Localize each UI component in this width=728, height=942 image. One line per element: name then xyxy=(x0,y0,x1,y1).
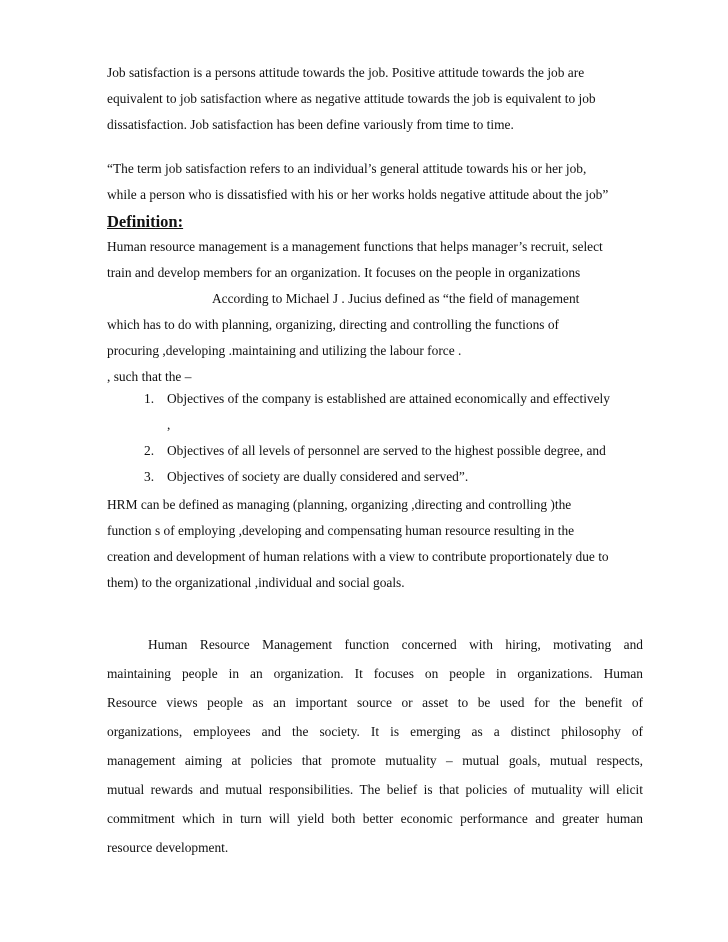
text-line: According to Michael J . Jucius defined as “the field of management xyxy=(212,291,580,306)
paragraph-definition xyxy=(107,237,643,387)
text-line: management aiming at policies that promote mutuality – mutual goals, mutual respects, xyxy=(107,753,643,768)
text-line: Resource views people as an important source or asset to be used for the benefit of xyxy=(107,695,643,710)
text-line: procuring ,developing .maintaining and utilizing the labour force . xyxy=(107,343,462,358)
text-line: Human Resource Management function concerned with hiring, motivating and xyxy=(148,637,643,652)
paragraph-job-satisfaction xyxy=(107,63,643,135)
text-line: which has to do with planning, organizing, directing and controlling the functions of xyxy=(107,317,559,332)
text-line: HRM can be defined as managing (planning, organizing ,directing and controlling )the xyxy=(107,497,572,512)
text-line: dissatisfaction. Job satisfaction has been define variously from time to time. xyxy=(107,117,514,132)
definition-heading: Definition: xyxy=(107,212,184,231)
paragraph-hrm xyxy=(107,495,643,593)
text-line: “The term job satisfaction refers to an individual’s general attitude towards his or her job, xyxy=(107,161,587,176)
list-item xyxy=(107,467,643,487)
text-line: creation and development of human relations with a view to contribute proportionately due to xyxy=(107,549,609,564)
text-line: resource development. xyxy=(107,840,229,855)
text-line: maintaining people in an organization. It focuses on people in organizations. Human xyxy=(107,666,643,681)
list-text: Objectives of society are dually considered and served”. xyxy=(167,469,469,484)
text-line: them) to the organizational ,individual and social goals. xyxy=(107,575,405,590)
text-line: equivalent to job satisfaction where as negative attitude towards the job is equivalent to job xyxy=(107,91,596,106)
text-line: organizations, employees and the society. It is emerging as a distinct philosophy of xyxy=(107,724,643,739)
list-number: 3. xyxy=(144,469,155,484)
paragraph-quote xyxy=(107,159,643,205)
list-item xyxy=(107,441,643,461)
text-line: Human resource management is a management functions that helps manager’s recruit, select xyxy=(107,239,603,254)
list-number: 1. xyxy=(144,391,155,406)
list-text: Objectives of all levels of personnel are served to the highest possible degree, and xyxy=(167,443,606,458)
list-item xyxy=(107,389,643,435)
objectives-list xyxy=(107,389,643,487)
paragraph-gap xyxy=(107,141,643,159)
paragraph-hr-function xyxy=(107,635,643,858)
list-number: 2. xyxy=(144,443,155,458)
text-line: function s of employing ,developing and compensating human resource resulting in the xyxy=(107,523,575,538)
text-line: , such that the – xyxy=(107,369,192,384)
list-text: Objectives of the company is established are attained economically and effectively xyxy=(167,391,610,406)
text-line: mutual rewards and mutual responsibilities. The belief is that policies of mutuality will elicit xyxy=(107,782,643,797)
document-page xyxy=(107,63,643,867)
list-continuation: , xyxy=(167,417,171,432)
text-line: commitment which in turn will yield both better economic performance and greater human xyxy=(107,811,643,826)
text-line: while a person who is dissatisfied with his or her works holds negative attitude about the job” xyxy=(107,187,609,202)
text-line: Job satisfaction is a persons attitude towards the job. Positive attitude towards the job are xyxy=(107,65,585,80)
text-line: train and develop members for an organization. It focuses on the people in organizations xyxy=(107,265,581,280)
